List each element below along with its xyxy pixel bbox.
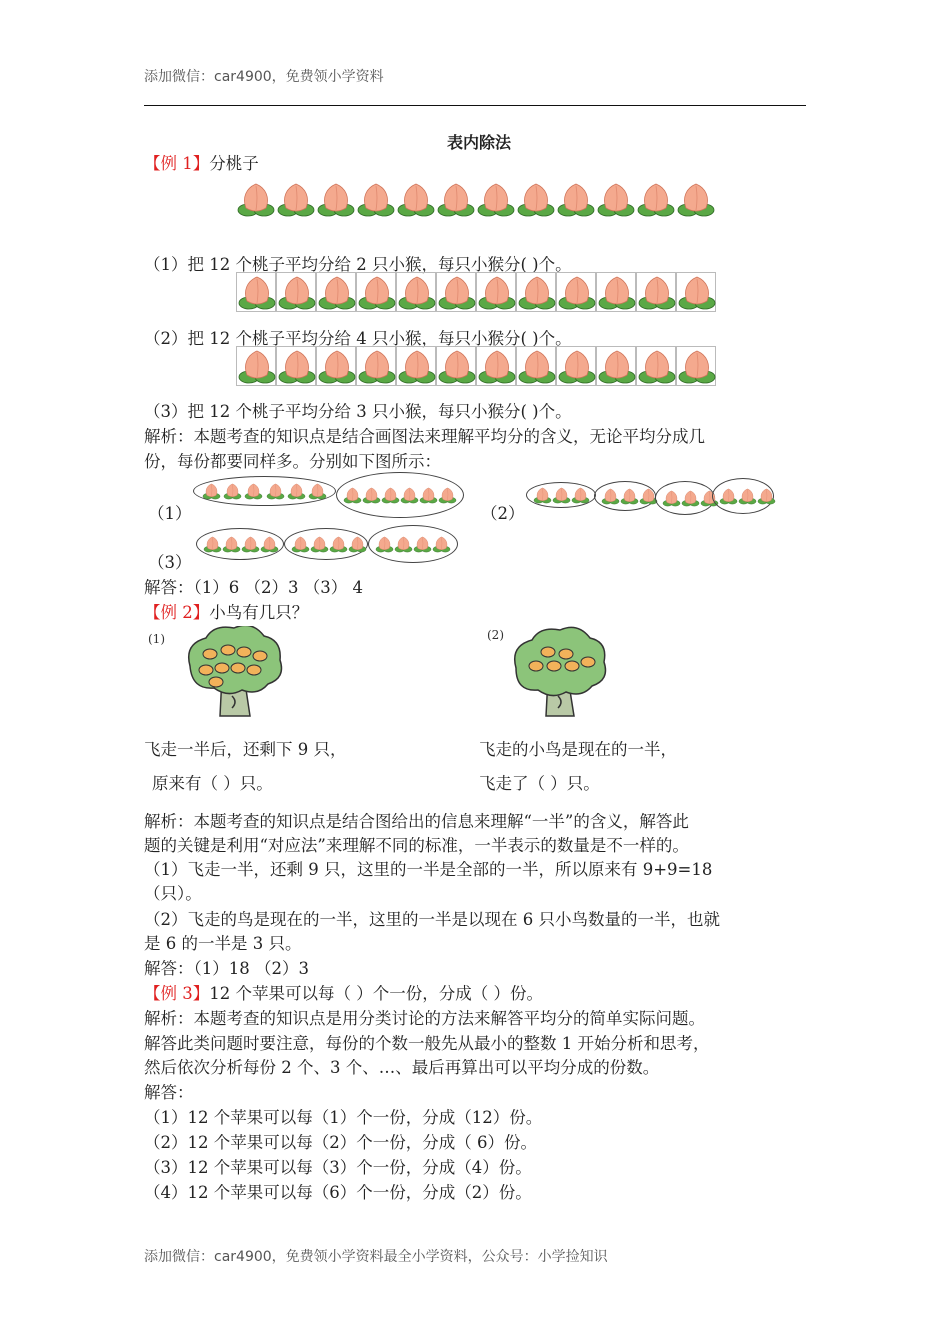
peach-icon [375,535,394,554]
ex2-right-line2: 飞走了（ ）只。 [479,774,600,793]
example1-tag: 【例 1】 [144,154,210,173]
peach-grid-row-2 [236,346,716,386]
example3-title: 12 个苹果可以每（ ）个一份，分成（ ）份。 [209,984,543,1003]
ex1-analysis-line1: 解析：本题考查的知识点是结合画图法来理解平均分的含义，无论平均分成几 [144,427,705,446]
ex1-analysis-line2: 份，每份都要同样多。分别如下图所示： [144,452,441,471]
peach-icon [203,535,222,554]
example1-title: 分桃子 [209,154,259,173]
peach-icon [356,346,396,386]
peach-icon [533,486,552,505]
example3-tag: 【例 3】 [144,984,210,1003]
peach-icon [287,482,306,501]
peach-icon [681,489,700,508]
group-oval [368,525,458,563]
group-oval [336,472,464,518]
tree-with-birds-1 [180,626,285,725]
peach-icon [236,272,276,312]
peach-icon [348,535,367,554]
peach-icon [223,482,242,501]
peach-icon [276,272,316,312]
peach-icon [476,180,516,220]
tree-illustration [180,626,285,721]
tree-with-birds-2 [508,626,608,725]
peach-icon [266,482,285,501]
peach-icon [719,487,738,506]
example2-title: 小鸟有几只？ [209,603,309,622]
peach-icon [552,486,571,505]
ex3-analysis-line3: 然后依次分析每份 2 个、3 个、…、最后再算出可以平均分成的份数。 [144,1058,660,1077]
peach-icon [276,346,316,386]
peach-icon [308,482,327,501]
peach-icon [276,180,316,220]
peach-icon [516,346,556,386]
header-note: 添加微信：car4900，免费领小学资料 [144,69,384,85]
ex3-analysis-line1: 解析：本题考查的知识点是用分类讨论的方法来解答平均分的简单实际问题。 [144,1009,705,1028]
peach-icon [556,180,596,220]
fig3-label: （3） [148,553,192,572]
tree-illustration [508,626,608,721]
ex2-analysis-line4: （只）。 [144,884,202,903]
peach-icon [476,346,516,386]
peach-icon [244,482,263,501]
peach-icon [310,535,329,554]
peach-icon [436,180,476,220]
ex2-answer: 解答：（1）18 （2）3 [144,959,309,978]
peach-icon [601,487,620,506]
peach-icon [438,486,457,505]
peach-icon [291,535,310,554]
peach-icon [396,272,436,312]
peach-icon [396,180,436,220]
peach-icon [236,180,276,220]
peach-icon [476,272,516,312]
peach-grid-row-1 [236,272,716,312]
peach-icon [394,535,413,554]
example2-tag: 【例 2】 [144,603,210,622]
peach-icon [676,272,716,312]
picture2-label: (2) [487,628,504,642]
peach-icon [676,180,716,220]
peach-icon [662,489,681,508]
peach-icon [419,486,438,505]
peach-icon [222,535,241,554]
peach-icon [241,535,260,554]
group-oval [193,476,336,506]
footer-note: 添加微信：car4900，免费领小学资料最全小学资料，公众号：小学捡知识 [144,1249,608,1265]
peach-icon [636,346,676,386]
peach-icon [316,272,356,312]
peach-icon [516,180,556,220]
peach-icon [400,486,419,505]
group-oval [655,481,715,515]
ex3-answer-1: （1）12 个苹果可以每（1）个一份，分成（12）份。 [144,1108,543,1127]
peach-icon [343,486,362,505]
ex3-answer-3: （3）12 个苹果可以每（3）个一份，分成（4）份。 [144,1158,532,1177]
ex3-analysis-line2: 解答此类问题时要注意，每份的个数一般先从最小的整数 1 开始分析和思考， [144,1034,710,1053]
ex1-question1: （1）把 12 个桃子平均分给 2 只小猴，每只小猴分( )个。 [144,255,572,274]
peach-icon [329,535,348,554]
picture1-label: (1) [148,632,165,646]
group-oval [594,481,656,511]
peach-icon [362,486,381,505]
ex2-analysis-line2: 题的关键是利用“对应法”来理解不同的标准，一半表示的数量是不一样的。 [144,836,689,855]
group-oval [526,482,596,508]
peach-icon [381,486,400,505]
ex2-left-line1: 飞走一半后，还剩下 9 只， [144,740,347,759]
peach-icon [260,535,279,554]
peach-icon [432,535,451,554]
ex3-answer-label: 解答： [144,1083,194,1102]
peach-icon [556,346,596,386]
header-divider [144,105,806,106]
page-title: 表内除法 [447,133,512,152]
peach-icon [620,487,639,506]
group-oval [712,478,774,514]
peach-icon [356,272,396,312]
ex2-analysis-line6: 是 6 的一半是 3 只。 [144,934,302,953]
peach-icon [596,346,636,386]
example3-heading [144,982,543,1006]
peach-icon [556,272,596,312]
ex1-question2: （2）把 12 个桃子平均分给 4 只小猴，每只小猴分( )个。 [144,329,572,348]
peach-icon [413,535,432,554]
peach-icon [396,346,436,386]
group-oval [284,528,368,560]
peach-icon [676,346,716,386]
ex2-right-line1: 飞走的小鸟是现在的一半， [479,740,677,759]
ex3-answer-4: （4）12 个苹果可以每（6）个一份，分成（2）份。 [144,1183,532,1202]
fig2-label: （2） [481,504,525,523]
example1-heading [144,152,259,176]
peach-icon [738,487,757,506]
peach-icon [436,272,476,312]
peach-icon [636,180,676,220]
ex1-answer: 解答：（1）6 （2）3 （3） 4 [144,578,363,597]
fig1-label: （1） [148,504,192,523]
peach-icon [356,180,396,220]
peach-icon [571,486,590,505]
ex2-left-line2: 原来有（ ）只。 [152,774,273,793]
ex3-answer-2: （2）12 个苹果可以每（2）个一份，分成（ 6）份。 [144,1133,537,1152]
peach-icon [596,272,636,312]
peach-icon [316,346,356,386]
peach-icon [636,272,676,312]
peach-icon [436,346,476,386]
peach-row-12 [236,180,716,220]
ex2-analysis-line5: （2）飞走的鸟是现在的一半，这里的一半是以现在 6 只小鸟数量的一半，也就 [144,910,720,929]
group-oval [196,528,284,560]
peach-icon [202,482,221,501]
peach-icon [757,487,776,506]
peach-icon [516,272,556,312]
example2-heading [144,601,308,625]
ex2-analysis-line1: 解析：本题考查的知识点是结合图给出的信息来理解“一半”的含义，解答此 [144,812,689,831]
peach-icon [316,180,356,220]
peach-icon [596,180,636,220]
peach-icon [236,346,276,386]
ex1-question3: （3）把 12 个桃子平均分给 3 只小猴，每只小猴分( )个。 [144,402,572,421]
ex2-analysis-line3: （1）飞走一半，还剩 9 只，这里的一半是全部的一半，所以原来有 9+9=18 [144,860,713,879]
